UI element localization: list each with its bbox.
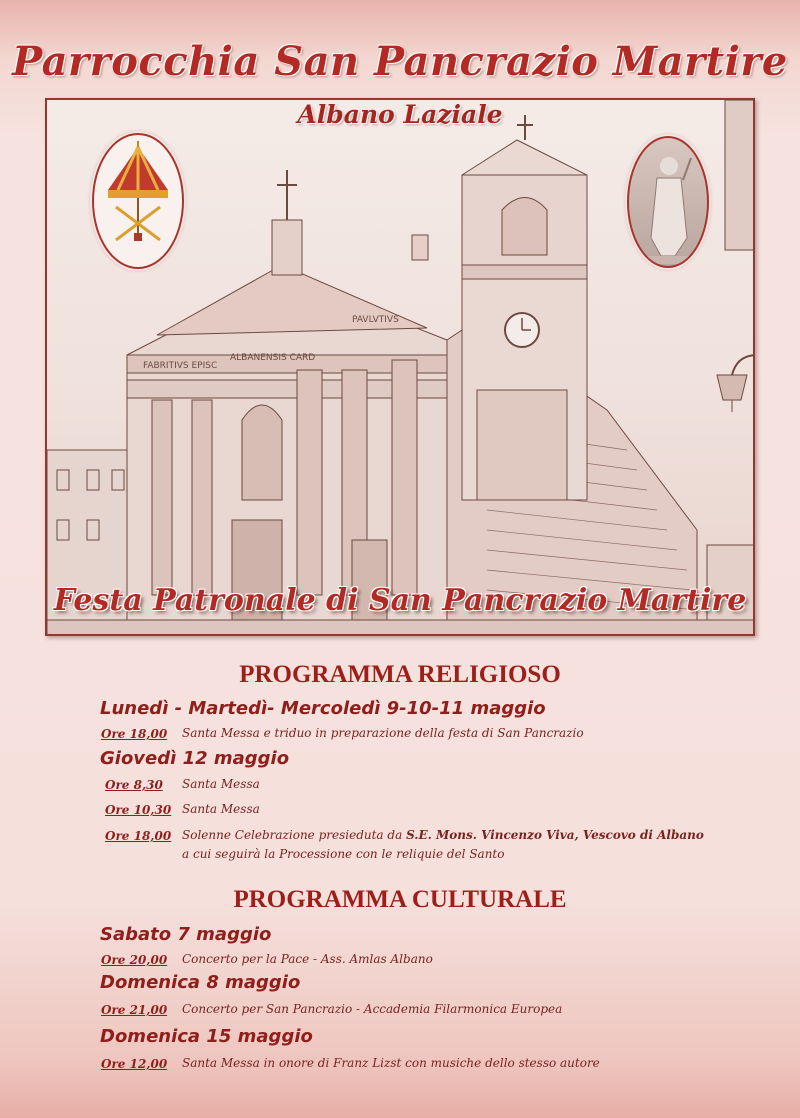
time-label: Ore 12,00 — [101, 1057, 168, 1071]
day-heading-giovedi: Giovedì 12 maggio — [100, 748, 290, 769]
religious-program-heading: PROGRAMMA RELIGIOSO — [239, 661, 561, 688]
time-label: Ore 10,30 — [105, 803, 172, 817]
event-description-line2: a cui seguirà la Processione con le reliquie del Santo — [182, 847, 505, 861]
inscription-2: ALBANENSIS CARD — [230, 353, 316, 363]
inscription-1: FABRITIVS EPISC — [143, 361, 218, 371]
page-subtitle: Albano Laziale — [297, 100, 503, 129]
cultural-program-heading: PROGRAMMA CULTURALE — [233, 886, 567, 913]
day-heading-lun-mer: Lunedì - Martedì- Mercoledì 9-10-11 maggio — [100, 698, 546, 719]
inscription-3: PAVLVTIVS — [352, 315, 399, 325]
event-description-plain: Solenne Celebrazione presieduta da — [182, 828, 407, 842]
event-description: Santa Messa e triduo in preparazione della festa di San Pancrazio — [182, 726, 584, 740]
event-description: Concerto per San Pancrazio - Accademia Filarmonica Europea — [182, 1002, 563, 1016]
papal-umbrella-emblem-icon — [92, 133, 184, 269]
day-heading-sabato: Sabato 7 maggio — [100, 924, 272, 945]
time-label: Ore 18,00 — [105, 829, 172, 843]
event-description: Santa Messa — [182, 802, 260, 816]
saint-statue-icon — [627, 136, 709, 268]
event-description: Santa Messa in onore di Franz Lizst con musiche dello stesso autore — [182, 1056, 600, 1070]
day-heading-domenica-15: Domenica 15 maggio — [100, 1026, 313, 1047]
street-lamp-icon — [717, 355, 755, 412]
time-label: Ore 21,00 — [101, 1003, 168, 1017]
event-description: Santa Messa — [182, 777, 260, 791]
time-label: Ore 18,00 — [101, 727, 168, 741]
event-description: Concerto per la Pace - Ass. Amlas Albano — [182, 952, 433, 966]
day-heading-domenica-8: Domenica 8 maggio — [100, 972, 301, 993]
time-label: Ore 20,00 — [101, 953, 168, 967]
time-label: Ore 8,30 — [105, 778, 163, 792]
page-title: Parrocchia San Pancrazio Martire — [12, 38, 788, 85]
festa-banner: Festa Patronale di San Pancrazio Martire — [53, 583, 747, 618]
event-description-bold: S.E. Mons. Vincenzo Viva, Vescovo di Albano — [406, 828, 704, 842]
event-description — [182, 826, 704, 844]
